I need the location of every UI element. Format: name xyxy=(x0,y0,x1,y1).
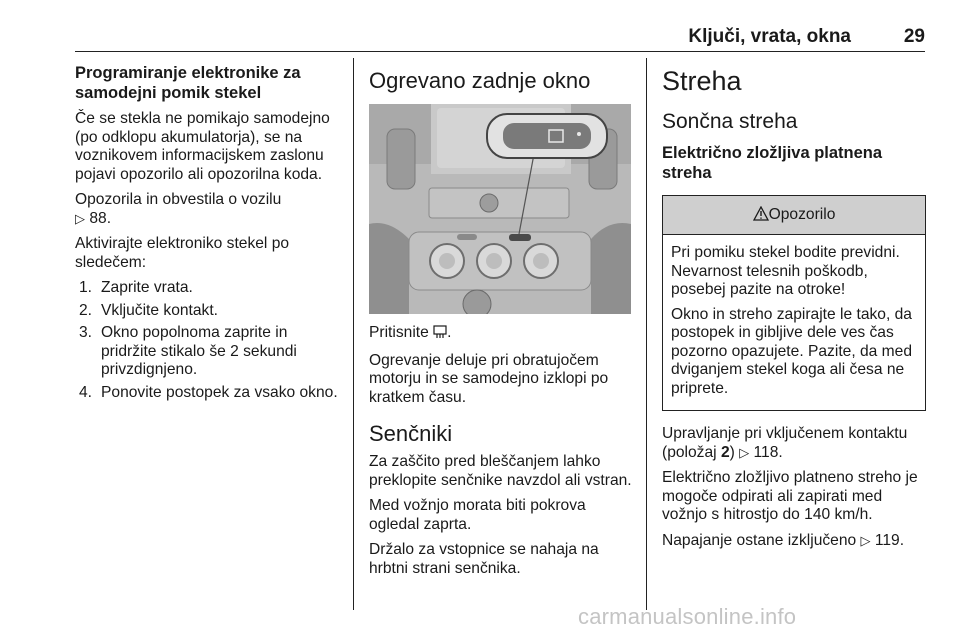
folding-roof-heading: Električno zložljiva platnena streha xyxy=(662,144,883,182)
paragraph: Opozorila in obvestila o vozilu ▷ 88. xyxy=(75,191,282,227)
sun-visors-heading: Senčniki xyxy=(369,421,453,446)
paragraph: Med vožnjo morata biti pokrova ogledal zaprta. xyxy=(369,497,586,533)
rear-window-heater-icon xyxy=(433,325,447,345)
column-divider-1 xyxy=(353,58,354,610)
paragraph: Ogrevanje deluje pri obratujočem motorju in se samodejno izklopi po kratkem času. xyxy=(369,351,609,406)
warning-box xyxy=(662,195,926,411)
warning-triangle-icon xyxy=(753,198,769,236)
list-item: 2. Vključite kontakt. xyxy=(79,301,219,319)
paragraph: Upravljanje pri vključenem kontaktu (položaj 2) ▷ 118. xyxy=(662,425,908,461)
reference-arrow-icon: ▷ xyxy=(739,444,750,460)
watermark: carmanualsonline.info xyxy=(578,604,797,629)
reference-arrow-icon: ▷ xyxy=(860,532,871,548)
paragraph: Za zaščito pred bleščanjem lahko preklopite senčnike navzdol ali vstran. xyxy=(369,453,632,489)
dashboard-illustration xyxy=(369,104,631,314)
column-2 xyxy=(369,64,639,585)
window-programming-heading: Programiranje elektronike za samodejni pomik stekel xyxy=(75,64,301,102)
warning-title: Opozorilo xyxy=(663,196,925,235)
page-number: 29 xyxy=(903,26,925,47)
sunroof-heading: Sončna streha xyxy=(662,110,798,133)
paragraph: Držalo za vstopnice se nahaja na hrbtni strani senčnika. xyxy=(369,541,599,577)
warning-paragraph: Pri pomiku stekel bodite previdni. Nevarnost telesnih poškodb, posebej pazite na otroke! xyxy=(671,244,900,298)
warning-paragraph: Okno in streho zapirajte le tako, da postopek in gibljive dele ves čas pozorno opazujete. Pazite, da med dviganjem stekel koga ali česa ne priprete. xyxy=(671,305,912,397)
reference-arrow-icon: ▷ xyxy=(75,210,85,226)
column-3 xyxy=(662,64,926,557)
page-reference: 88. xyxy=(89,209,112,227)
column-1 xyxy=(75,64,345,406)
heated-rear-window-heading: Ogrevano zadnje okno xyxy=(369,68,591,93)
roof-heading: Streha xyxy=(662,66,742,96)
page-reference: 119. xyxy=(874,531,905,549)
page-header xyxy=(75,26,925,48)
column-divider-2 xyxy=(646,58,647,610)
paragraph: Pritisnite . xyxy=(369,324,639,345)
paragraph: Aktivirajte elektroniko stekel po sledečem: xyxy=(75,235,290,271)
header-rule xyxy=(75,51,925,52)
page-reference: 118. xyxy=(753,443,783,461)
paragraph: Napajanje ostane izključeno ▷ 119. xyxy=(662,531,905,549)
steps-list xyxy=(75,279,345,402)
paragraph: Če se stekla ne pomikajo samodejno (po odklopu akumulatorja), se na voznikovem informacijskem zaslonu pojavi opozorilo ali opozorilna koda. xyxy=(75,110,330,183)
list-item: 1. Zaprite vrata. xyxy=(79,279,193,296)
list-item: 4. Ponovite postopek za vsako okno. xyxy=(79,383,338,401)
paragraph: Električno zložljivo platneno streho je mogoče odpirati ali zapirati med vožnjo s hitrostjo do 140 km/h. xyxy=(662,469,918,523)
list-item: 3. Okno popolnoma zaprite in pridržite stikalo še 2 sekundi privzdignjeno. xyxy=(79,324,297,378)
section-title: Ključi, vrata, okna xyxy=(688,26,851,47)
